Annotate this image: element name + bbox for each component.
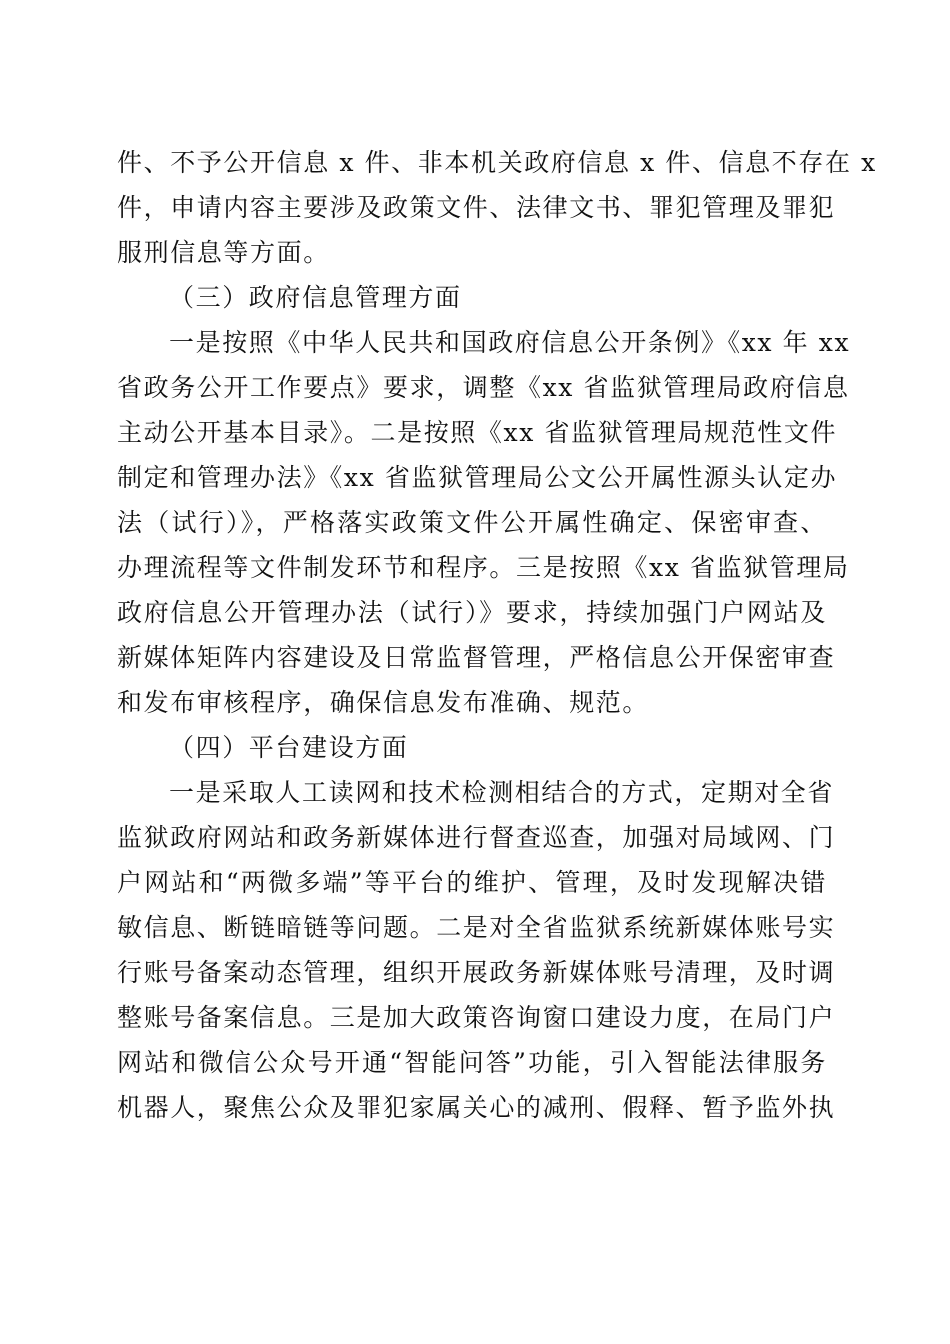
paragraph-line: 一是按照《中华人民共和国政府信息公开条例》《xx 年 xx [169,328,851,357]
paragraph-line: 办理流程等文件制发环节和程序。三是按照《xx 省监狱管理局 [117,553,850,582]
paragraph-line: 和发布审核程序，确保信息发布准确、规范。 [117,688,650,717]
paragraph-line: 整账号备案信息。三是加大政策咨询窗口建设力度，在局门户 [117,1003,836,1032]
paragraph-line: 省政务公开工作要点》要求，调整《xx 省监狱管理局政府信息 [117,373,850,402]
paragraph-line: 监狱政府网站和政务新媒体进行督查巡查，加强对局域网、门 [117,823,836,852]
paragraph-line: 法（试行）》，严格落实政策文件公开属性确定、保密审查、 [117,508,827,537]
paragraph-line: 政府信息公开管理办法（试行）》要求，持续加强门户网站及 [117,598,827,627]
paragraph-line: 服刑信息等方面。 [117,238,330,267]
paragraph-line: 敏信息、断链暗链等问题。二是对全省监狱系统新媒体账号实 [117,913,836,942]
paragraph-line: 户网站和“两微多端”等平台的维护、管理，及时发现解决错 [117,868,827,897]
section-heading-4: （四）平台建设方面 [169,733,409,762]
section-heading-3: （三）政府信息管理方面 [169,283,462,312]
paragraph-line: 一是采取人工读网和技术检测相结合的方式，定期对全省 [169,778,835,807]
paragraph-line: 件、不予公开信息 x 件、非本机关政府信息 x 件、信息不存在 x [117,148,877,177]
paragraph-line: 行账号备案动态管理，组织开展政务新媒体账号清理，及时调 [117,958,836,987]
paragraph-line: 网站和微信公众号开通“智能问答”功能，引入智能法律服务 [117,1048,827,1077]
paragraph-line: 机器人，聚焦公众及罪犯家属关心的减刑、假释、暂予监外执 [117,1093,836,1122]
document-page [117,140,877,1130]
paragraph-line: 件，申请内容主要涉及政策文件、法律文书、罪犯管理及罪犯 [117,193,836,222]
paragraph-line: 主动公开基本目录》。二是按照《xx 省监狱管理局规范性文件 [117,418,838,447]
paragraph-line: 制定和管理办法》《xx 省监狱管理局公文公开属性源头认定办 [117,463,838,492]
paragraph-line: 新媒体矩阵内容建设及日常监督管理，严格信息公开保密审查 [117,643,836,672]
